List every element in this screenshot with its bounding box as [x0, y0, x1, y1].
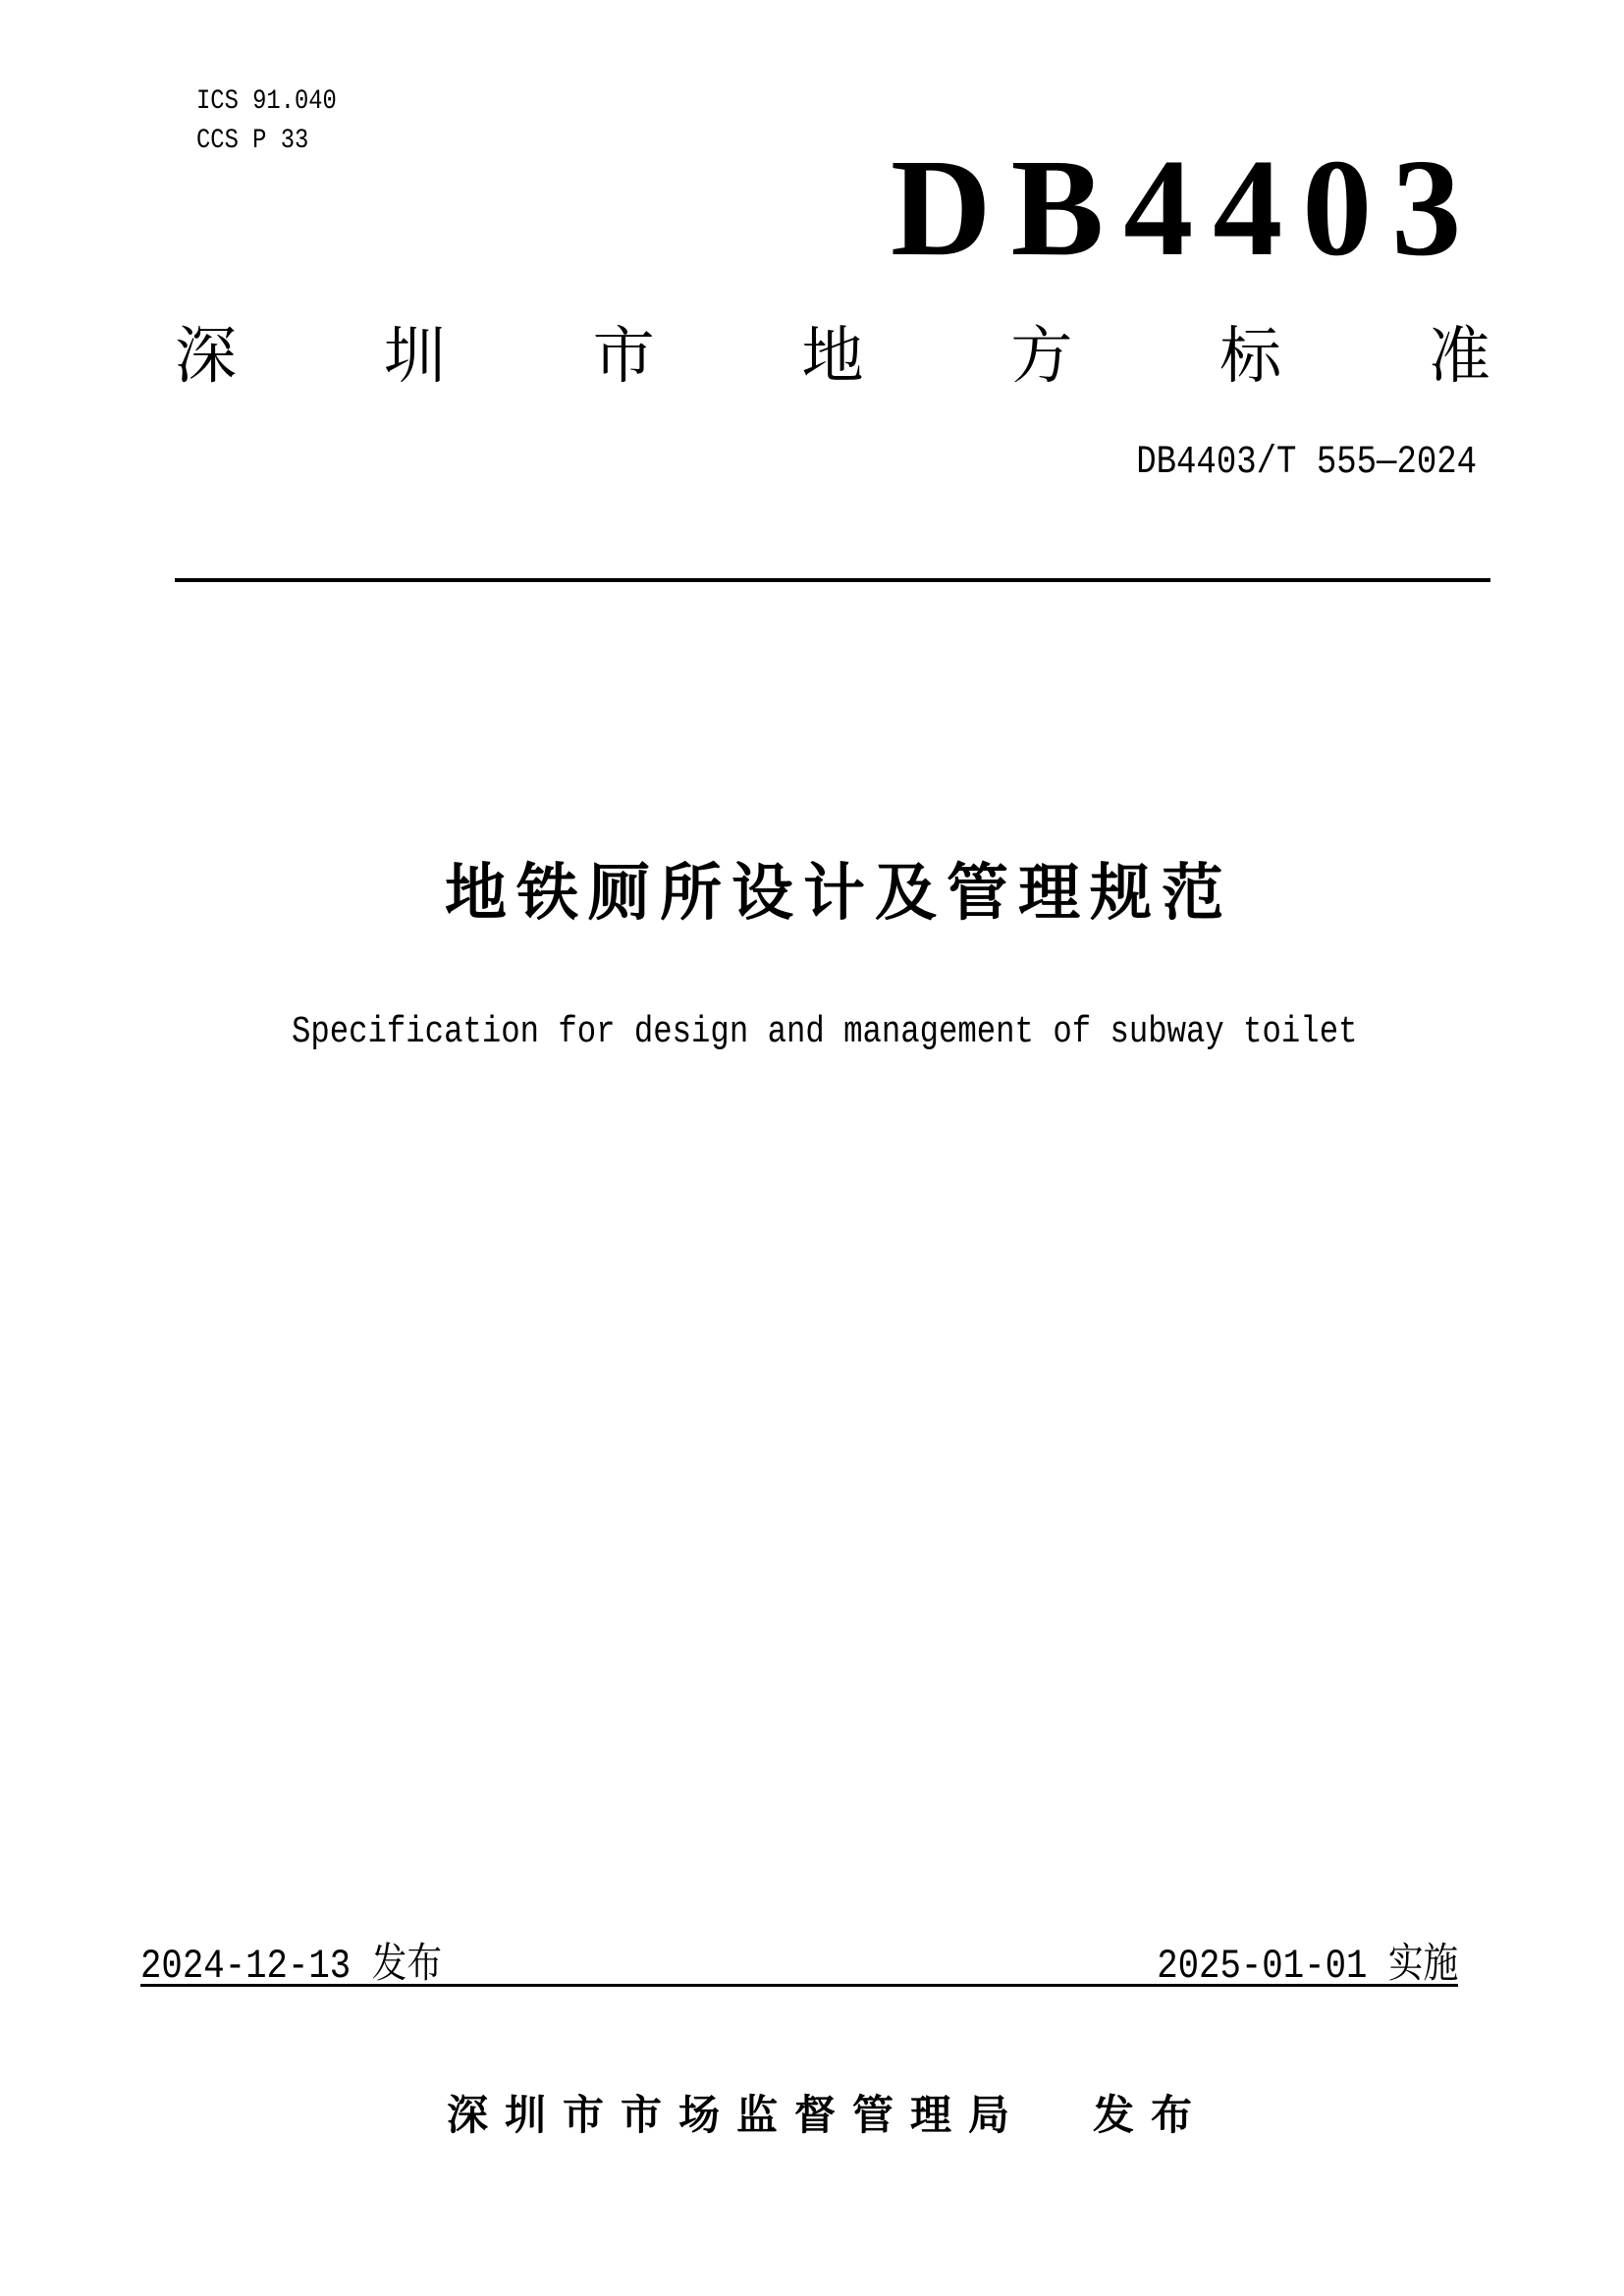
ccs-code: CCS P 33 — [196, 126, 309, 156]
implement-date: 2025-01-01 实施 — [1156, 1943, 1458, 1990]
standard-name-char: 方 — [1010, 322, 1073, 391]
standard-name-char: 深 — [175, 322, 237, 391]
standard-name-char: 圳 — [383, 322, 446, 391]
title-chinese: 地铁厕所设计及管理规范 — [445, 859, 1233, 928]
standard-name-char: 市 — [592, 322, 655, 391]
classification-codes — [196, 82, 337, 161]
header-rule — [175, 578, 1490, 582]
title-english: Specification for design and management of subway toilet — [292, 1011, 1358, 1053]
issue-date: 2024-12-13 发布 — [140, 1943, 443, 1990]
publish-label: 发布 — [1093, 2092, 1210, 2138]
standard-name — [175, 322, 1490, 391]
standard-name-char: 标 — [1219, 322, 1282, 391]
date-row — [140, 1943, 1458, 1990]
publisher-row — [446, 2092, 1210, 2138]
publisher-name: 深圳市市场监督管理局 — [446, 2092, 1026, 2138]
standard-name-char: 准 — [1428, 322, 1490, 391]
db4403-logo: DB4403 — [891, 130, 1482, 285]
standard-name-char: 地 — [801, 322, 864, 391]
ics-code: ICS 91.040 — [196, 86, 337, 117]
document-number: DB4403/T 555—2024 — [1136, 441, 1477, 485]
